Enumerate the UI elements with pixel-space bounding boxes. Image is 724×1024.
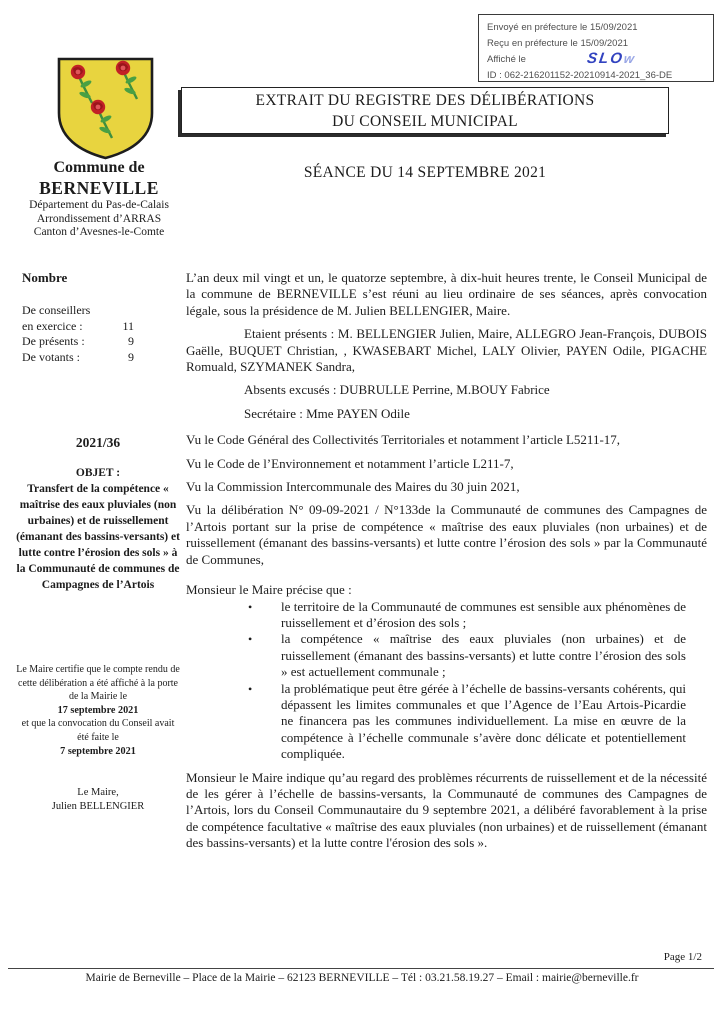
count-label: De présents : (22, 334, 85, 348)
commune-departement: Département du Pas-de-Calais (29, 199, 169, 211)
vu-deliberation: Vu la délibération N° 09-09-2021 / N°133de la Communauté de communes des Campagnes de l’Artois portant sur la prise de compétence « maîtrise des eaux pluviales (non urbaines) et de ruissellement (émanant des bassins-versants) et lutte contre l’érosion des sols » par la Communauté de Communes, (186, 502, 707, 567)
count-row-conseillers (22, 303, 181, 319)
footer-address: Mairie de Berneville – Place de la Mairie – 62123 BERNEVILLE – Tél : 03.21.58.19.27 – Email : mairie@berneville.fr (85, 972, 639, 984)
prefecture-stamp-box (478, 14, 714, 82)
count-label: De votants : (22, 349, 80, 364)
document-title-box (181, 87, 669, 134)
stamp-received-line: Reçu en préfecture le 15/09/2021 (487, 38, 629, 49)
document-title-line2: DU CONSEIL MUNICIPAL (332, 112, 518, 130)
certification-text-2: et que la convocation du Conseil avait été faite le (21, 718, 175, 743)
bullet-item: • le territoire de la Communauté de communes est sensible aux phénomènes de ruissellement et d’érosion des sols ; (246, 599, 686, 632)
main-text-column (186, 270, 707, 859)
footer-divider (8, 968, 714, 969)
signer-role: Le Maire, (77, 787, 119, 799)
certification-block (15, 663, 181, 758)
page-number: Page 1/2 (663, 951, 702, 963)
objet-label: OBJET : (75, 467, 121, 479)
slow-logo-swoosh: w (622, 51, 636, 66)
paragraph-secretaire: Secrétaire : Mme PAYEN Odile (244, 405, 410, 421)
bullet-item: • la compétence « maîtrise des eaux pluviales (non urbaines) et de ruissellement (émanant des bassins-versants) et lutte contre l’érosion des sols » est actuellement communale ; (246, 631, 686, 680)
nombre-heading: Nombre (22, 270, 68, 285)
count-label: en exercice : (22, 318, 83, 333)
count-row-votants (22, 350, 181, 366)
vu-commission: Vu la Commission Intercommunale des Maires du 30 juin 2021, (186, 479, 520, 495)
stamp-id-line: ID : 062-216201152-20210914-2021_36-DE (487, 70, 673, 81)
signature-block (15, 786, 181, 813)
signer-name: Julien BELLENGIER (51, 800, 145, 812)
deliberation-ref: 2021/36 (75, 435, 121, 450)
commune-name: BERNEVILLE (39, 178, 159, 198)
slow-logo-text: SLO (585, 50, 626, 67)
count-value: 11 (122, 318, 134, 333)
paragraph-opening: L’an deux mil vingt et un, le quatorze septembre, à dix-huit heures trente, le Conseil Municipal de la commune de BERNEVILLE s’est réuni au lieu ordinaire de ses séances, après convocation légale, sous la présidence de M. Julien BELLENGIER, Maire. (186, 270, 707, 318)
certification-date-1: 17 septembre 2021 (57, 704, 139, 716)
session-title: SÉANCE DU 14 SEPTEMBRE 2021 (303, 164, 547, 181)
bullet-list (246, 599, 686, 763)
slow-logo (586, 51, 635, 67)
paragraph-precise-intro: Monsieur le Maire précise que : (186, 582, 352, 598)
stamp-posted-line: Affiché le (487, 54, 526, 65)
coat-of-arms-icon (55, 56, 156, 162)
count-value: 9 (128, 334, 134, 348)
commune-label: Commune de (53, 159, 145, 176)
objet-text: Transfert de la compétence « maîtrise des eaux pluviales (non urbaines) et de ruissellement (émanant des bassins-versants) et lutte contre l’érosion des sols » à la Communauté de communes de Campagnes de l’Artois (16, 483, 180, 591)
document-title-line1: EXTRAIT DU REGISTRE DES DÉLIBÉRATIONS (255, 91, 595, 109)
certification-text-1: Le Maire certifie que le compte rendu de cette délibération a été affiché à la porte de la Mairie le (16, 664, 180, 703)
paragraph-absents: Absents excusés : DUBRULLE Perrine, M.BOUY Fabrice (244, 382, 550, 398)
certification-date-2: 7 septembre 2021 (60, 745, 136, 757)
count-value: 9 (128, 349, 134, 364)
objet-block (15, 465, 181, 593)
councillor-counts (22, 303, 181, 365)
paragraph-final: Monsieur le Maire indique qu’au regard des problèmes récurrents de ruissellement et de la nécessité de les gérer à l’échelle de bassins-versants, la Communauté de communes des Campagnes de l’Artois, lors du Conseil Communautaire du 9 septembre 2021, a délibéré favorablement à la prise de compétence facultative « maîtrise des eaux pluviales (non urbaines) et de ruissellement (émanant des bassins-versants) et la lutte contre l'érosion des sols ». (186, 769, 707, 851)
vu-cgct: Vu le Code Général des Collectivités Territoriales et notamment l’article L5211-17, (186, 432, 621, 448)
count-row-exercice (22, 319, 181, 335)
stamp-sent-line: Envoyé en préfecture le 15/09/2021 (487, 22, 638, 33)
count-row-presents (22, 334, 181, 350)
commune-canton: Canton d’Avesnes-le-Comte (33, 226, 165, 238)
sidebar (15, 270, 181, 813)
paragraph-presents: Etaient présents : M. BELLENGIER Julien, Maire, ALLEGRO Jean-François, DUBOIS Gaëlle, BUQUET Christian, , KWASEBART Michel, LALY Olivier, PAYEN Odile, PIGACHE Romuald, SZYMANEK Sandra, (186, 326, 707, 375)
bullet-item: • la problématique peut être gérée à l’échelle de bassins-versants cohérents, qui dépassent les limites communales et que l’Agence de l’Eau Artois-Picardie ne financera pas les communes individuellement. La mise en œuvre de la compétence à l’échelle communale s’avère donc délicate et potentiellement compliquée. (246, 681, 686, 763)
vu-environnement: Vu le Code de l’Environnement et notamment l’article L211-7, (186, 455, 514, 471)
count-label: De conseillers (22, 303, 91, 317)
commune-header (8, 158, 190, 240)
commune-arrondissement: Arrondissement d’ARRAS (36, 212, 162, 225)
